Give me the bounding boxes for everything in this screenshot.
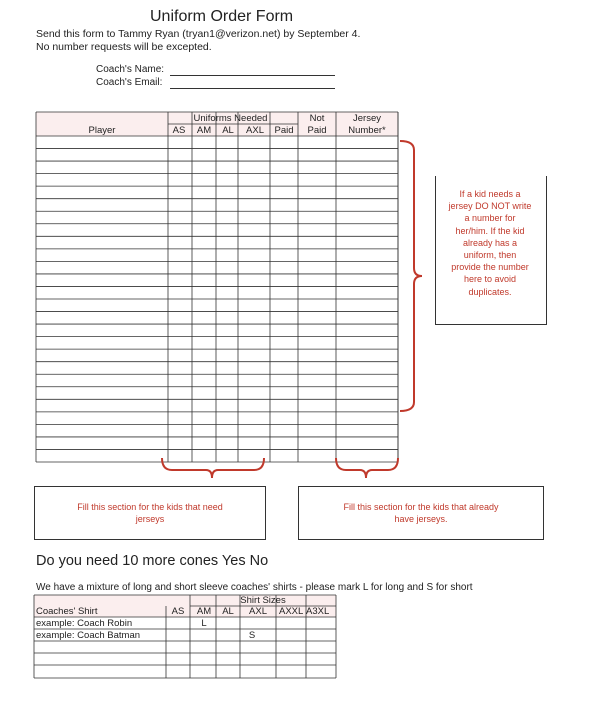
coach-row-name: example: Coach Robin — [36, 618, 133, 629]
coach-am-header: AM — [196, 606, 212, 617]
need-jerseys-line: Fill this section for the kids that need — [77, 502, 223, 512]
jersey-header-line-2: Number* — [348, 125, 386, 136]
instructions-line-1: Send this form to Tammy Ryan (tryan1@verizon.net) by September 4. — [36, 28, 361, 40]
not-paid-header-line-2: Paid — [307, 125, 327, 136]
coach-axxl-header: AXXL — [279, 606, 304, 617]
coach-row-name: example: Coach Batman — [36, 630, 141, 641]
coach-row-am: L — [201, 618, 207, 629]
have-jerseys-line: have jerseys. — [394, 514, 448, 524]
form-title: Uniform Order Form — [150, 8, 294, 25]
al-column-header: AL — [222, 125, 234, 136]
side-note-line: a number for — [464, 213, 516, 224]
side-note-line: already has a — [462, 237, 518, 248]
need-jerseys-line: jerseys — [135, 514, 165, 524]
coach-row-axl: S — [248, 630, 256, 641]
jersey-header-line-1: Jersey — [353, 113, 381, 124]
cones-question: Do you need 10 more cones Yes No — [36, 553, 269, 569]
as-column-header: AS — [172, 125, 186, 136]
side-note-line: her/him. If the kid — [455, 225, 525, 236]
shirt-sizes-header: Shirt Sizes — [240, 595, 286, 606]
uniforms-needed-header: Uniforms Needed — [193, 113, 268, 124]
coach-as-header: AS — [171, 606, 185, 617]
coach-email-label: Coach's Email: — [96, 77, 163, 88]
axl-column-header: AXL — [246, 125, 264, 136]
side-note-line: jersey DO NOT write — [448, 201, 532, 212]
player-column-header: Player — [88, 125, 116, 136]
side-note-line: uniform, then — [463, 250, 517, 261]
have-jerseys-line: Fill this section for the kids that already — [343, 502, 499, 512]
instructions-line-2: No number requests will be excepted. — [36, 41, 212, 53]
side-note-line: here to avoid — [463, 274, 517, 285]
shirts-instructions: We have a mixture of long and short sleeve coaches' shirts - please mark L for long and S for short — [36, 582, 473, 593]
coach-axl-header: AXL — [249, 606, 267, 617]
side-note-line: provide the number — [451, 262, 529, 273]
side-note-line: If a kid needs a — [459, 189, 521, 199]
paid-column-header: Paid — [274, 125, 294, 136]
coaches-shirt-header: Coaches' Shirt — [36, 606, 98, 617]
not-paid-header-line-1: Not — [309, 113, 325, 124]
coach-a3xl-header: A3XL — [306, 606, 330, 617]
coach-al-header: AL — [222, 606, 234, 617]
am-column-header: AM — [196, 125, 212, 136]
coach-name-label: Coach's Name: — [96, 64, 165, 75]
side-note-line: duplicates. — [468, 286, 512, 297]
